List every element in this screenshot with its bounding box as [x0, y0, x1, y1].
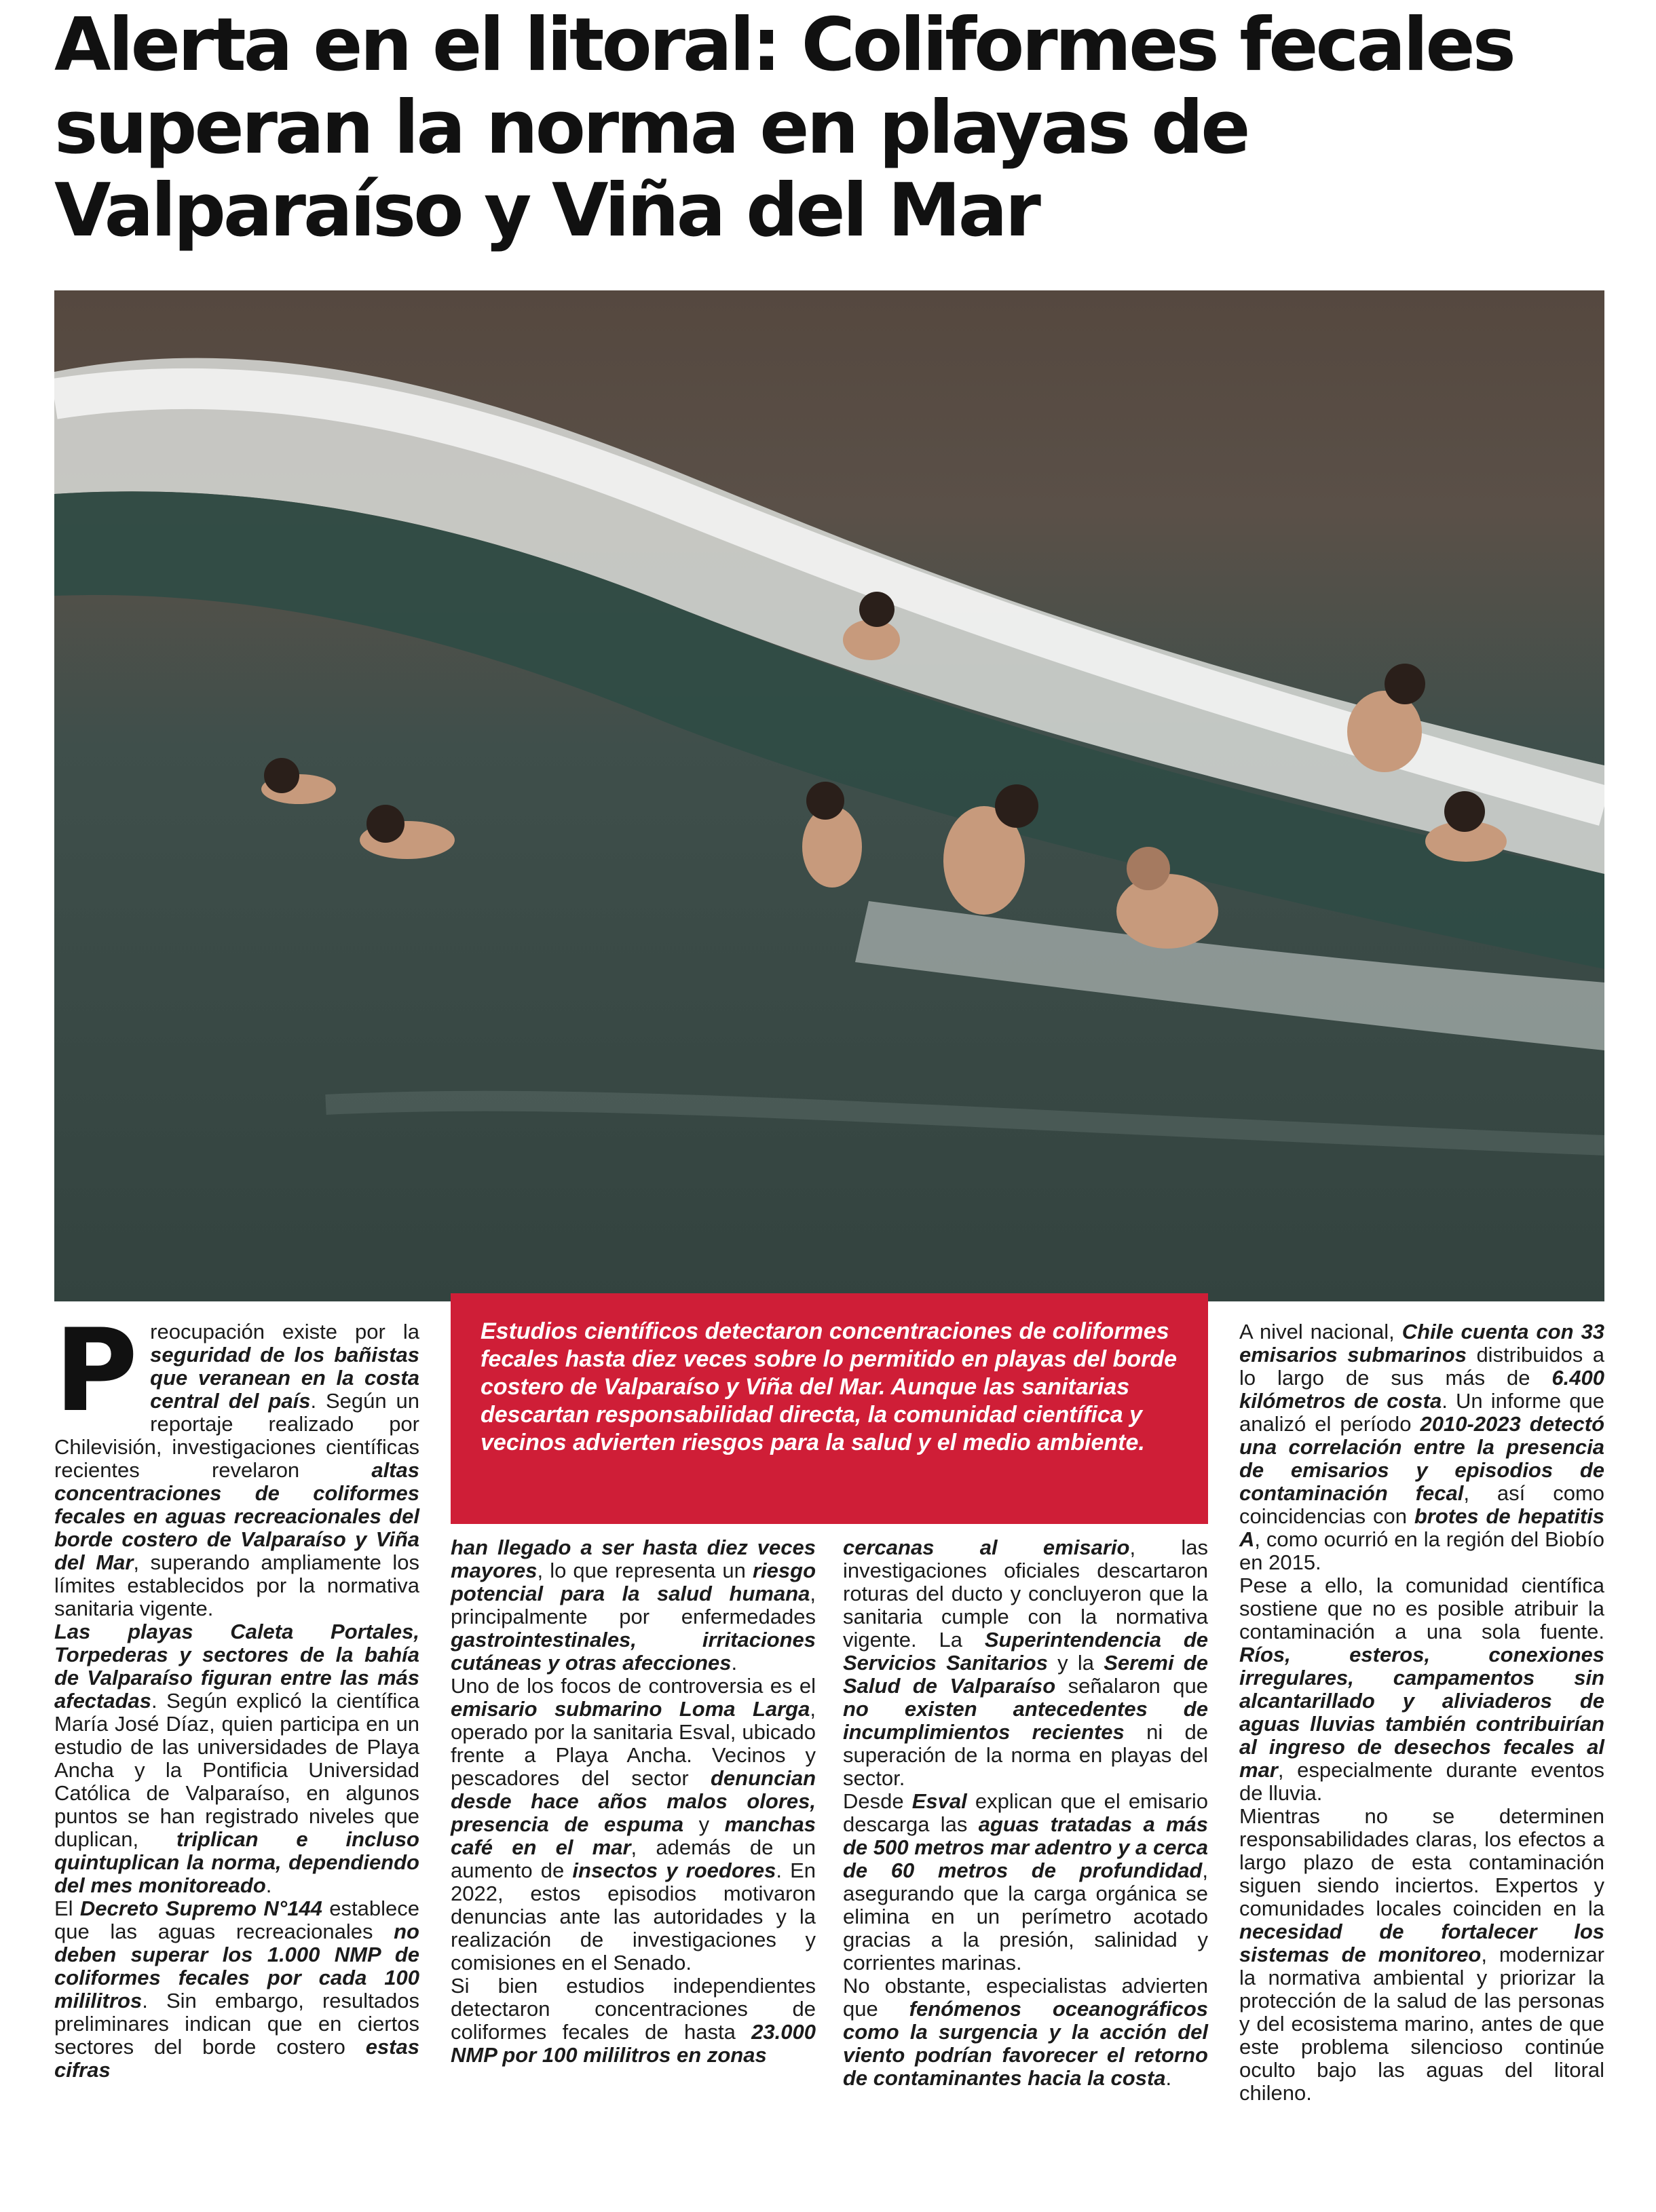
body-text: Pese a ello, la comunidad científica sostiene que no es posible atribuir la contaminación a una sola fuente. — [1239, 1574, 1604, 1643]
body-text: . Un informe que analizó el período — [1239, 1389, 1605, 1436]
emphasis-text: aguas tratadas a más de 500 metros mar adentro y a cerca de 60 metros de profundidad — [843, 1812, 1208, 1882]
body-text: , como ocurrió en la región del Biobío en 2015. — [1239, 1527, 1604, 1574]
body-column-4 — [1239, 1320, 1604, 2105]
emphasis-text: emisario submarino Loma Larga — [451, 1697, 810, 1721]
paragraph — [843, 1975, 1208, 2090]
body-text: , especialmente durante eventos de lluvia. — [1239, 1758, 1604, 1805]
column-1-text — [54, 1304, 419, 2082]
paragraph — [54, 1620, 419, 1897]
emphasis-text: 23.000 NMP por 100 mililitros en zonas — [451, 2020, 816, 2067]
emphasis-text: manchas café en el mar — [451, 1812, 816, 1859]
body-text: . — [1165, 2066, 1172, 2090]
emphasis-text: Esval — [911, 1789, 967, 1813]
body-text: establece que las aguas recreacionales — [54, 1896, 419, 1943]
emphasis-text: denuncian desde hace años malos olores, presencia de espuma — [451, 1766, 816, 1836]
body-text: , así como coincidencias con — [1239, 1481, 1605, 1528]
emphasis-text: no deben superar los 1.000 NMP de coliformes fecales por cada 100 mililitros — [54, 1920, 419, 2013]
body-column-2 — [451, 1536, 816, 2067]
emphasis-text: Seremi de Salud de Valparaíso — [843, 1651, 1208, 1698]
body-text: A nivel nacional, — [1239, 1320, 1402, 1343]
paragraph — [54, 1897, 419, 2082]
body-column-3 — [843, 1536, 1208, 2090]
body-text: . — [265, 1873, 272, 1897]
body-text: , además de un aumento de — [451, 1835, 816, 1882]
paragraph — [451, 1975, 816, 2067]
body-text: , lo que representa un — [537, 1559, 753, 1582]
body-text: , superando ampliamente los límites establecidos por la normativa sanitaria vigente. — [54, 1550, 419, 1620]
body-text: Uno de los focos de controversia es el — [451, 1674, 816, 1698]
body-text: . — [731, 1651, 738, 1675]
emphasis-text: riesgo potencial para la salud humana — [451, 1559, 816, 1605]
drop-cap: P — [54, 1304, 138, 1437]
article-headline: Alerta en el litoral: Coliformes fecales superan la norma en playas de Valparaíso y Viña del Mar — [54, 3, 1513, 253]
body-text: . Según explicó la científica María José Díaz, quien participa en un estudio de las universidades de Playa Ancha y la Pontificia Universidad Católica de Valparaíso, en algunos puntos se han registrado niveles que duplican, — [54, 1689, 419, 1851]
paragraph — [451, 1536, 816, 1675]
body-text: , modernizar la normativa ambiental y priorizar la protección de la salud de las personas y del ecosistema marino, antes de que este problema silencioso continúe oculto bajo las aguas del litoral chileno. — [1239, 1943, 1604, 2105]
emphasis-text: Las playas Caleta Portales, Torpederas y sectores de la bahía de Valparaíso figuran entre las más afectadas — [54, 1620, 419, 1713]
body-text: y la — [1047, 1651, 1104, 1675]
body-text: El — [54, 1896, 80, 1920]
body-column-1 — [54, 1304, 419, 2082]
swimmers-in-waves-illustration — [54, 290, 1604, 1301]
body-text: . Sin embargo, resultados preliminares indican que en ciertos sectores del borde costero — [54, 1989, 419, 2059]
emphasis-text: brotes de hepatitis A — [1239, 1504, 1604, 1551]
emphasis-text: Chile cuenta con 33 emisarios submarinos — [1239, 1320, 1605, 1367]
body-text: , las investigaciones oficiales descartaron roturas del ducto y concluyeron que la sanitaria cumple con la normativa vigente. La — [843, 1536, 1208, 1652]
emphasis-text: Ríos, esteros, conexiones irregulares, campamentos sin alcantarillado y aliviaderos de aguas lluvias también contribuirían al ingreso de desechos fecales al mar — [1239, 1643, 1604, 1782]
emphasis-text: Decreto Supremo N°144 — [79, 1896, 322, 1920]
lead-box: Estudios científicos detectaron concentraciones de coliformes fecales hasta diez veces sobre lo permitido en playas del borde costero de Valparaíso y Viña del Mar. Aunque las sanitarias descartan responsabilidad directa, la comunidad científica y vecinos advierten riesgos para la salud y el medio ambiente. — [451, 1293, 1208, 1524]
emphasis-text: 6.400 kilómetros de costa — [1239, 1366, 1604, 1413]
body-text: Mientras no se determinen responsabilidades claras, los efectos a largo plazo de esta contaminación siguen siendo inciertos. Expertos y comunidades locales coinciden en la — [1239, 1804, 1604, 1920]
body-text: No obstante, especialistas advierten que — [843, 1974, 1208, 2021]
body-text: ni de superación de la norma en playas del sector. — [843, 1720, 1208, 1790]
body-text: . Según un reportaje realizado por Chilevisión, investigaciones científicas recientes revelaron — [54, 1389, 419, 1482]
body-text: distribuidos a lo largo de sus más de — [1239, 1343, 1604, 1390]
paragraph — [1239, 1805, 1604, 2105]
emphasis-text: triplican e incluso quintuplican la norma, dependiendo del mes monitoreado — [54, 1827, 419, 1897]
body-text: , asegurando que la carga orgánica se elimina en un perímetro acotado gracias a la presión, salinidad y corrientes marinas. — [843, 1858, 1208, 1975]
emphasis-text: fenómenos oceanográficos como la surgencia y la acción del viento podrían favorecer el retorno de contaminantes hacia la costa — [843, 1997, 1208, 2090]
emphasis-text: altas concentraciones de coliformes fecales en aguas recreacionales del borde costero de Valparaíso y Viña del Mar — [54, 1458, 419, 1574]
body-text: Si bien estudios independientes detectaron concentraciones de coliformes fecales de hasta — [451, 1974, 816, 2044]
emphasis-text: necesidad de fortalecer los sistemas de monitoreo — [1239, 1920, 1604, 1966]
body-text: y — [683, 1812, 725, 1836]
emphasis-text: 2010-2023 detectó una correlación entre la presencia de emisarios y episodios de contaminación fecal — [1239, 1412, 1605, 1505]
paragraph — [843, 1790, 1208, 1975]
emphasis-text: Superintendencia de Servicios Sanitarios — [843, 1628, 1208, 1675]
body-text: señalaron que — [1055, 1674, 1208, 1698]
emphasis-text: no existen antecedentes de incumplimientos recientes — [843, 1697, 1208, 1744]
paragraph — [451, 1675, 816, 1975]
emphasis-text: han llegado a ser hasta diez veces mayores — [451, 1536, 816, 1582]
body-text: Desde — [843, 1789, 912, 1813]
emphasis-text: gastrointestinales, irritaciones cutáneas y otras afecciones — [451, 1628, 816, 1675]
paragraph — [843, 1536, 1208, 1790]
paragraph — [1239, 1574, 1604, 1805]
article-photo — [54, 290, 1604, 1301]
body-text: reocupación existe por la — [150, 1320, 419, 1343]
body-text: . En 2022, estos episodios motivaron denuncias ante las autoridades y la realización de investigaciones y comisiones en el Senado. — [451, 1858, 816, 1975]
body-text: , principalmente por enfermedades — [451, 1582, 816, 1628]
emphasis-text: cercanas al emisario — [843, 1536, 1130, 1559]
emphasis-text: seguridad de los bañistas que veranean en la costa central del país — [150, 1343, 419, 1413]
body-text: , operado por la sanitaria Esval, ubicado frente a Playa Ancha. Vecinos y pescadores del sector — [451, 1697, 816, 1790]
emphasis-text: estas cifras — [54, 2035, 419, 2082]
body-text: explican que el emisario descarga las — [843, 1789, 1208, 1836]
emphasis-text: insectos y roedores — [572, 1858, 776, 1882]
paragraph — [1239, 1320, 1604, 1574]
